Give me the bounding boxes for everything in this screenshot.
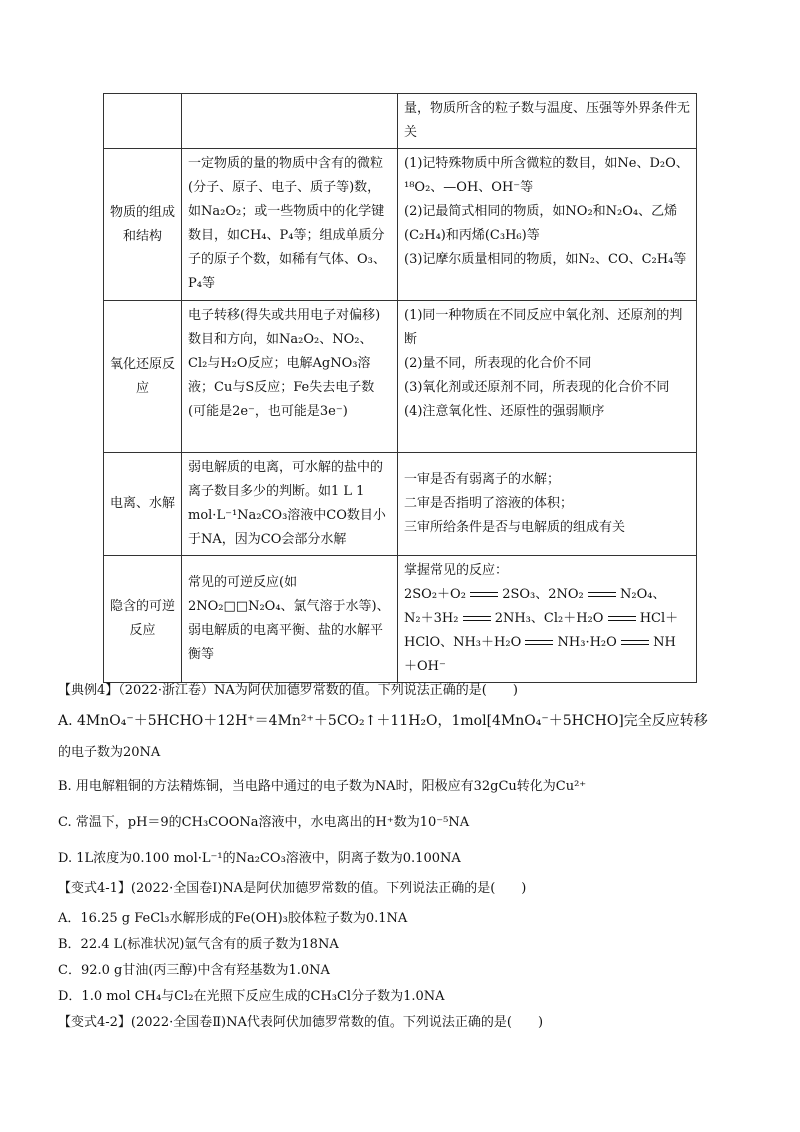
variant41-option-d: D．1.0 mol CH₄与Cl₂在光照下反应生成的CH₃Cl分子数为1.0NA [58,989,445,1004]
row-topic [104,94,182,149]
row-topic: 氧化还原反应 [104,301,182,453]
variant41-option-a: A．16.25 g FeCl₃水解形成的Fe(OH)₃胶体粒子数为0.1NA [58,911,408,926]
row-notes: 量，物质所含的粒子数与温度、压强等外界条件无关 [398,94,697,149]
knowledge-table [103,93,697,683]
reaction-line: 2SO₂＋O₂ 2SO₃、2NO₂ N₂O₄、 [404,587,666,602]
equilibrium-arrow-icon [470,590,498,600]
example4-option-b: B. 用电解粗铜的方法精炼铜，当电路中通过的电子数为NA时，阳极应有32gCu转化为Cu²⁺ [58,779,587,794]
equilibrium-arrow-icon [588,590,616,600]
row-notes: (1)同一种物质在不同反应中氧化剂、还原剂的判断 (2)量不同，所表现的化合价不同 (3)氧化剂或还原剂不同，所表现的化合价不同 (4)注意氧化性、还原性的强弱顺序 [398,301,697,453]
example4-option-a-tail: 的电子数为20NA [58,745,161,760]
equilibrium-arrow-icon [525,638,553,648]
variant42-heading: 【变式4-2】(2022·全国卷Ⅱ)NA代表阿伏加德罗常数的值。下列说法正确的是( ) [58,1015,544,1030]
row-notes: (1)记特殊物质中所含微粒的数目，如Ne、D₂O、¹⁸O₂、—OH、OH⁻等 (2)记最简式相同的物质，如NO₂和N₂O₄、乙烯(C₂H₄)和丙烯(C₃H₆)等 (3)记摩尔质量相同的物质，如N₂、CO、C₂H₄等 [398,149,697,301]
table-row [104,556,697,683]
table-row [104,301,697,453]
row-content: 电子转移(得失或共用电子对偏移)数目和方向，如Na₂O₂、NO₂、Cl₂与H₂O反应；电解AgNO₃溶液；Cu与S反应；Fe失去电子数(可能是2e⁻，也可能是3e⁻) [182,301,398,453]
equilibrium-arrow-icon [621,638,649,648]
row-content: 弱电解质的电离，可水解的盐中的离子数目多少的判断。如1 L 1 mol·L⁻¹Na₂CO₃溶液中CO数目小于NA，因为CO会部分水解 [182,453,398,556]
row-topic: 隐含的可逆反应 [104,556,182,683]
table-row [104,94,697,149]
table-row [104,149,697,301]
reaction-line: N₂＋3H₂ 2NH₃、Cl₂＋H₂O HCl＋ [404,611,679,626]
variant41-option-c: C．92.0 g甘油(丙三醇)中含有羟基数为1.0NA [58,963,330,978]
row-topic: 电离、水解 [104,453,182,556]
row-topic: 物质的组成和结构 [104,149,182,301]
reactions-intro: 掌握常见的反应： [404,563,509,578]
row-content: 一定物质的量的物质中含有的微粒(分子、原子、电子、质子等)数，如Na₂O₂；或一些物质中的化学键数目，如CH₄、P₄等；组成单质分子的原子个数，如稀有气体、O₃、P₄等 [182,149,398,301]
variant41-option-b: B．22.4 L(标准状况)氩气含有的质子数为18NA [58,937,339,952]
reaction-line: HClO、NH₃＋H₂O NH₃·H₂O NH [404,635,676,650]
table-row [104,453,697,556]
example4-option-d: D. 1L浓度为0.100 mol·L⁻¹的Na₂CO₃溶液中，阴离子数为0.100NA [58,851,461,866]
example4-option-a: A. 4MnO₄⁻＋5HCHO＋12H⁺＝4Mn²⁺＋5CO₂↑＋11H₂O，1mol[4MnO₄⁻＋5HCHO]完全反应转移 [58,713,708,729]
reaction-line: ＋OH⁻ [404,659,446,674]
row-notes: 一审是否有弱离子的水解； 二审是否指明了溶液的体积； 三审所给条件是否与电解质的组成有关 [398,453,697,556]
row-content [182,94,398,149]
row-content: 常见的可逆反应(如2NO₂□□N₂O₄、氯气溶于水等)、弱电解质的电离平衡、盐的水解平衡等 [182,556,398,683]
equilibrium-arrow-icon [608,614,636,624]
row-notes [398,556,697,683]
example4-option-c: C. 常温下，pH＝9的CH₃COONa溶液中，水电离出的H⁺数为10⁻⁵NA [58,815,470,830]
equilibrium-arrow-icon [463,614,491,624]
example4-heading: 【典例4】（2022·浙江卷）NA为阿伏加德罗常数的值。下列说法正确的是( ) [58,683,518,698]
variant41-heading: 【变式4-1】(2022·全国卷Ⅰ)NA是阿伏加德罗常数的值。下列说法正确的是( ) [58,881,527,896]
